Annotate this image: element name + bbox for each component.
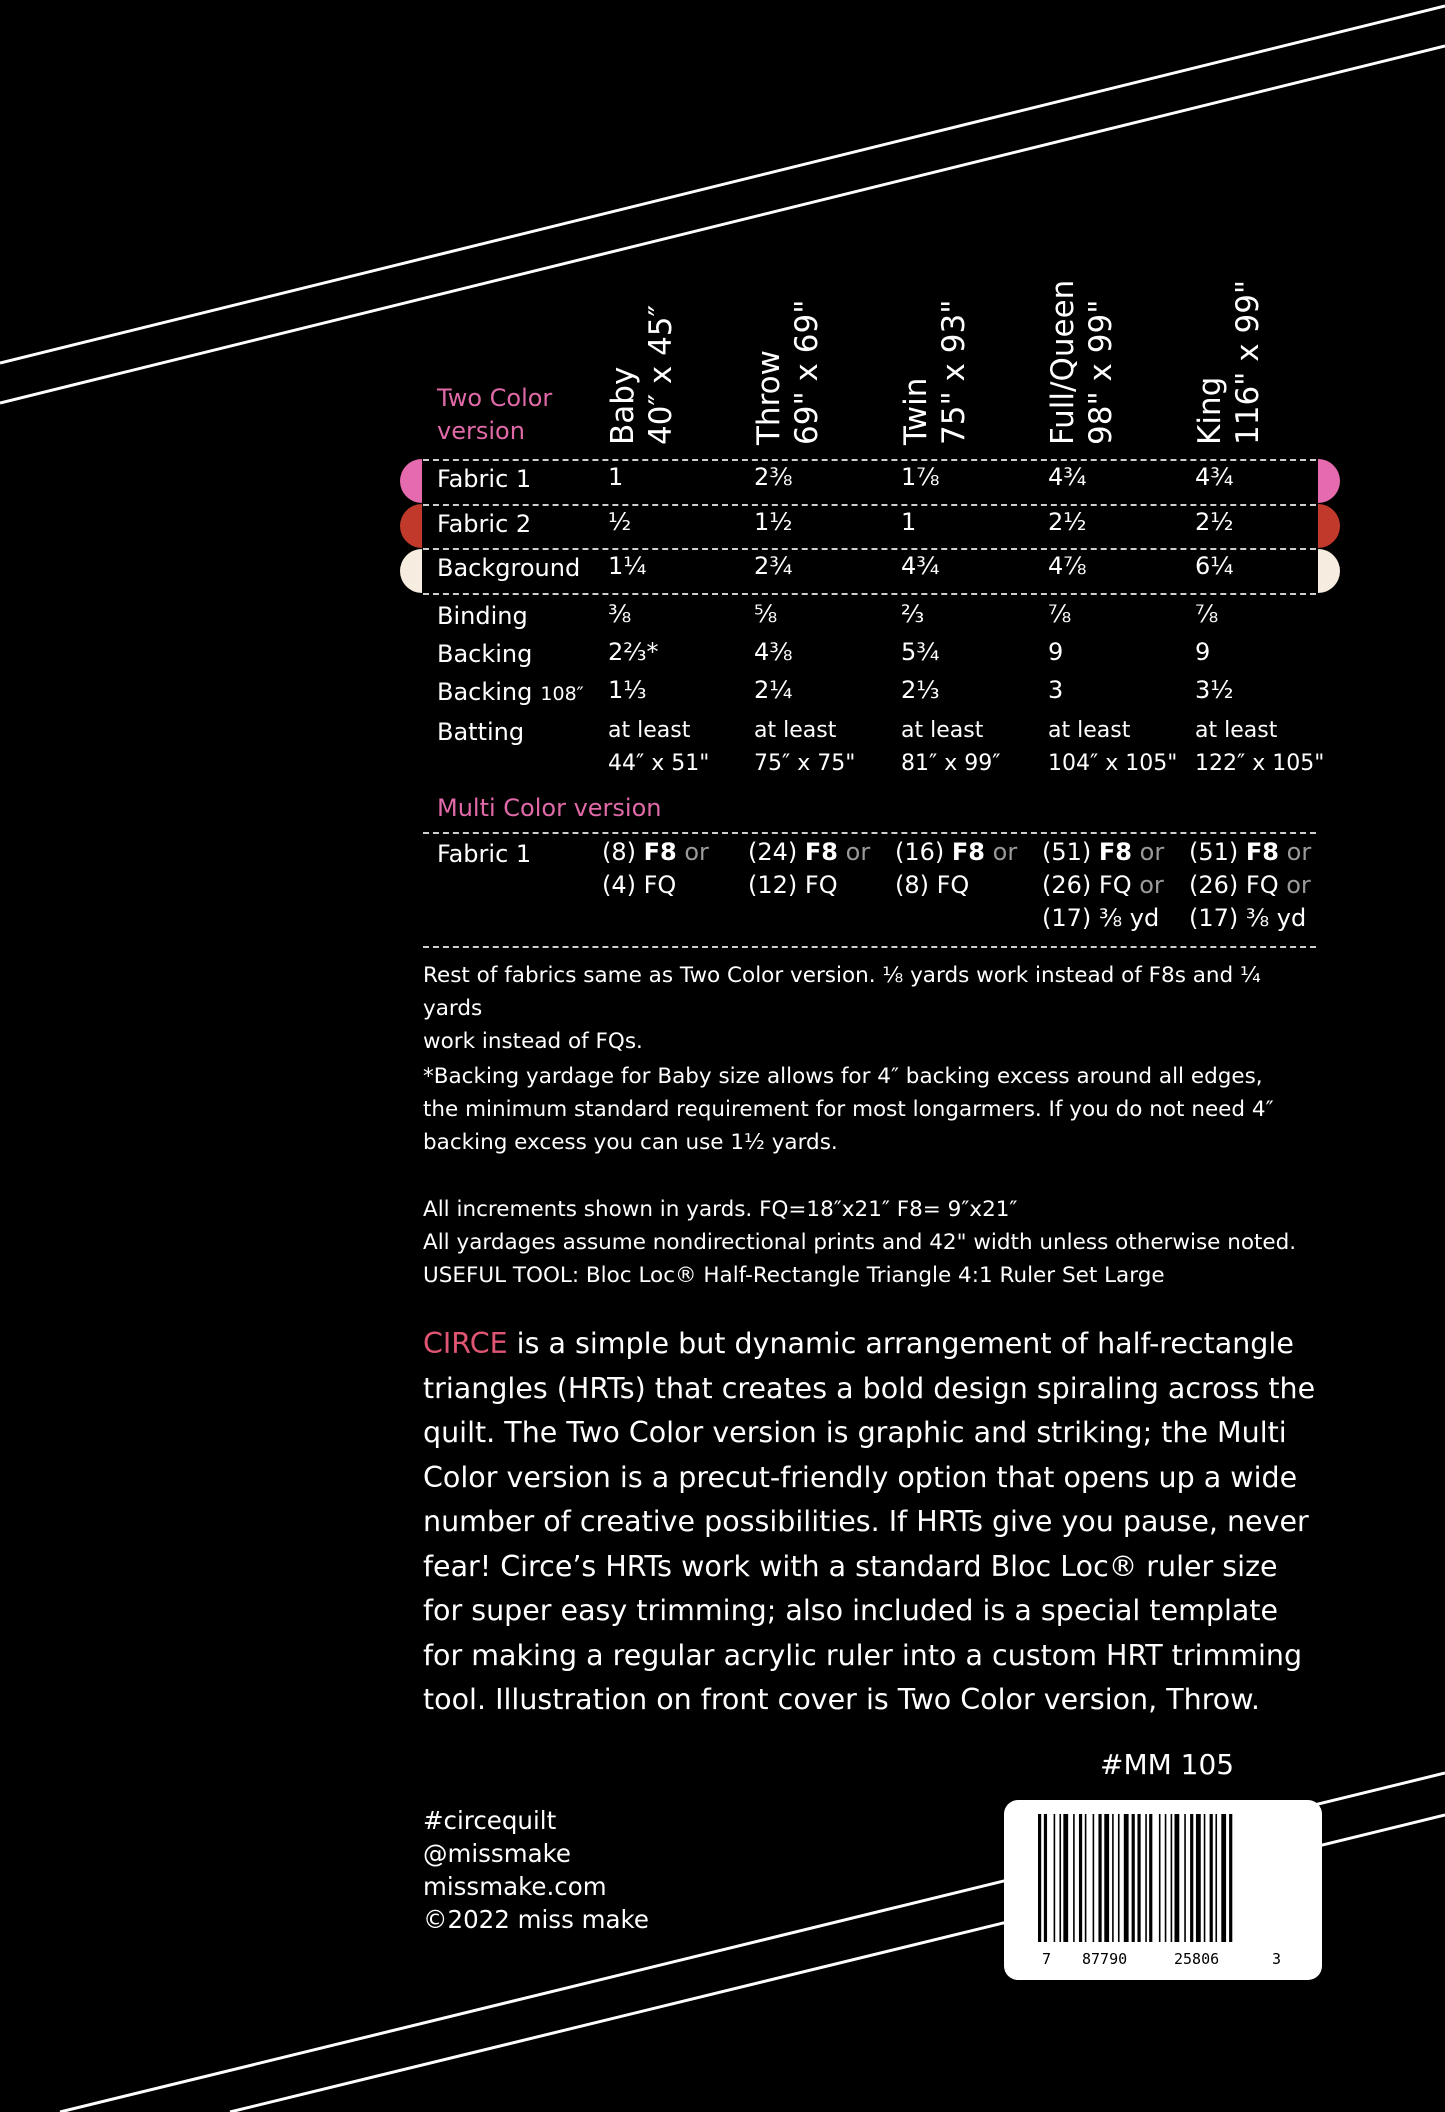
row-label: Fabric 1 [437, 465, 532, 493]
table-cell: 2¾ [754, 552, 793, 580]
divider-line [423, 946, 1316, 948]
row-label: Backing 108″ [437, 678, 584, 706]
table-cell: 1¼ [608, 552, 647, 580]
rest-of-fabrics-note: Rest of fabrics same as Two Color version. ⅛ yards work instead of F8s and ¼ yards work instead of FQs. [423, 963, 1261, 1054]
product-code: #MM 105 [1100, 1748, 1235, 1781]
barcode-digit: 25806 [1174, 1950, 1220, 1968]
table-cell: 5¾ [901, 638, 940, 666]
barcode-digit: 7 [1042, 1950, 1052, 1968]
website-link[interactable]: missmake.com [423, 1872, 607, 1901]
table-cell: 2¼ [754, 676, 793, 704]
fabric1-swatch-right [1318, 459, 1340, 503]
table-cell: at least 44″ x 51" [608, 718, 710, 776]
row-label: Batting [437, 718, 525, 746]
fabric2-swatch-right [1318, 504, 1340, 548]
table-cell: at least 104″ x 105" [1048, 718, 1178, 776]
divider-line [423, 504, 1316, 506]
table-cell: 2⅜ [754, 463, 793, 491]
multi-color-version-label: Multi Color version [437, 794, 662, 822]
table-cell: 1 [608, 463, 624, 491]
barcode-digit: 87790 [1082, 1950, 1128, 1968]
table-cell: ⅞ [1195, 600, 1219, 628]
row-label: Fabric 1 [437, 840, 532, 868]
table-cell: ⅞ [1048, 600, 1072, 628]
barcode [1004, 1800, 1322, 1980]
table-cell: ⅝ [754, 600, 778, 628]
divider-line [423, 459, 1316, 461]
table-cell: 2⅔* [608, 638, 659, 666]
table-cell: (16) F8 or (8) FQ [895, 838, 1018, 899]
two-color-version-label: Two Color version [437, 384, 553, 445]
table-cell: 2½ [1195, 508, 1234, 536]
table-cell: 1⅞ [901, 463, 940, 491]
fabric2-swatch-left [400, 504, 422, 548]
pattern-name: CIRCE [423, 1327, 508, 1360]
background-swatch-right [1318, 549, 1340, 593]
table-cell: at least 122″ x 105" [1195, 718, 1325, 776]
table-cell: 9 [1195, 638, 1211, 666]
social-handle: @missmake [423, 1839, 571, 1868]
footer-info [423, 1804, 649, 1936]
increments-note: All increments shown in yards. FQ=18″x21″ F8= 9″x21″ All yardages assume nondirectional prints and 42" width unless otherwise noted. USEFUL TOOL: Bloc Loc® Half-Rectangle Triangle 4:1 Ruler Set Large [423, 1197, 1297, 1288]
divider-line [423, 832, 1316, 834]
row-label: Backing [437, 640, 533, 668]
table-cell: 3½ [1195, 676, 1234, 704]
table-cell: 9 [1048, 638, 1064, 666]
table-cell: 1⅓ [608, 676, 647, 704]
table-cell: 4¾ [1195, 463, 1234, 491]
table-cell: 4¾ [901, 552, 940, 580]
row-label: Fabric 2 [437, 510, 532, 538]
copyright: ©2022 miss make [423, 1905, 649, 1934]
table-cell: ⅜ [608, 600, 632, 628]
column-header: Throw 69" x 69" [751, 299, 825, 445]
column-header: Twin 75" x 93" [898, 299, 972, 445]
table-cell: 2½ [1048, 508, 1087, 536]
column-header: King 116" x 99" [1192, 279, 1266, 445]
hashtag: #circequilt [423, 1806, 557, 1835]
table-cell: (51) F8 or (26) FQ or (17) ⅜ yd [1189, 838, 1312, 932]
table-cell: ½ [608, 508, 632, 536]
background-swatch-left [400, 549, 422, 593]
barcode-digit: 3 [1272, 1950, 1282, 1968]
table-cell: 1½ [754, 508, 793, 536]
pattern-description: CIRCE is a simple but dynamic arrangement of half-rectangle triangles (HRTs) that creates a bold design spiraling across the quilt. The Two Color version is graphic and striking; the Multi Color version is a precut-friendly option that opens up a wide number of creative possibilities. If HRTs give you pause, never fear! Circe’s HRTs work with a standard Bloc Loc® ruler size for super easy trimming; also included is a special template for making a regular acrylic ruler into a custom HRT trimming tool. Illustration on front cover is Two Color version, Throw. [423, 1327, 1316, 1716]
table-cell: 4¾ [1048, 463, 1087, 491]
divider-line [423, 593, 1316, 595]
column-header: Baby 40″ x 45″ [605, 304, 679, 445]
table-cell: (51) F8 or (26) FQ or (17) ⅜ yd [1042, 838, 1165, 932]
table-cell: 1 [901, 508, 917, 536]
column-header: Full/Queen 98" x 99" [1045, 279, 1119, 445]
row-label: Binding [437, 602, 528, 630]
table-cell: 3 [1048, 676, 1064, 704]
table-cell: at least 75″ x 75" [754, 718, 856, 776]
backing-note: *Backing yardage for Baby size allows for 4″ backing excess around all edges, the minimum standard requirement for most longarmers. If you do not need 4″ backing excess you can use 1½ yards. [423, 1064, 1274, 1155]
table-cell: at least 81″ x 99″ [901, 718, 1001, 776]
row-label: Background [437, 554, 581, 582]
table-cell: 2⅓ [901, 676, 940, 704]
table-cell: (8) F8 or (4) FQ [602, 838, 709, 899]
fabric1-swatch-left [400, 459, 422, 503]
table-cell: 6¼ [1195, 552, 1234, 580]
table-cell: (24) F8 or (12) FQ [748, 838, 871, 899]
barcode-bars [1020, 1814, 1306, 1956]
table-cell: 4⅜ [754, 638, 793, 666]
table-cell: 4⅞ [1048, 552, 1087, 580]
table-cell: ⅔ [901, 600, 925, 628]
divider-line [423, 548, 1316, 550]
